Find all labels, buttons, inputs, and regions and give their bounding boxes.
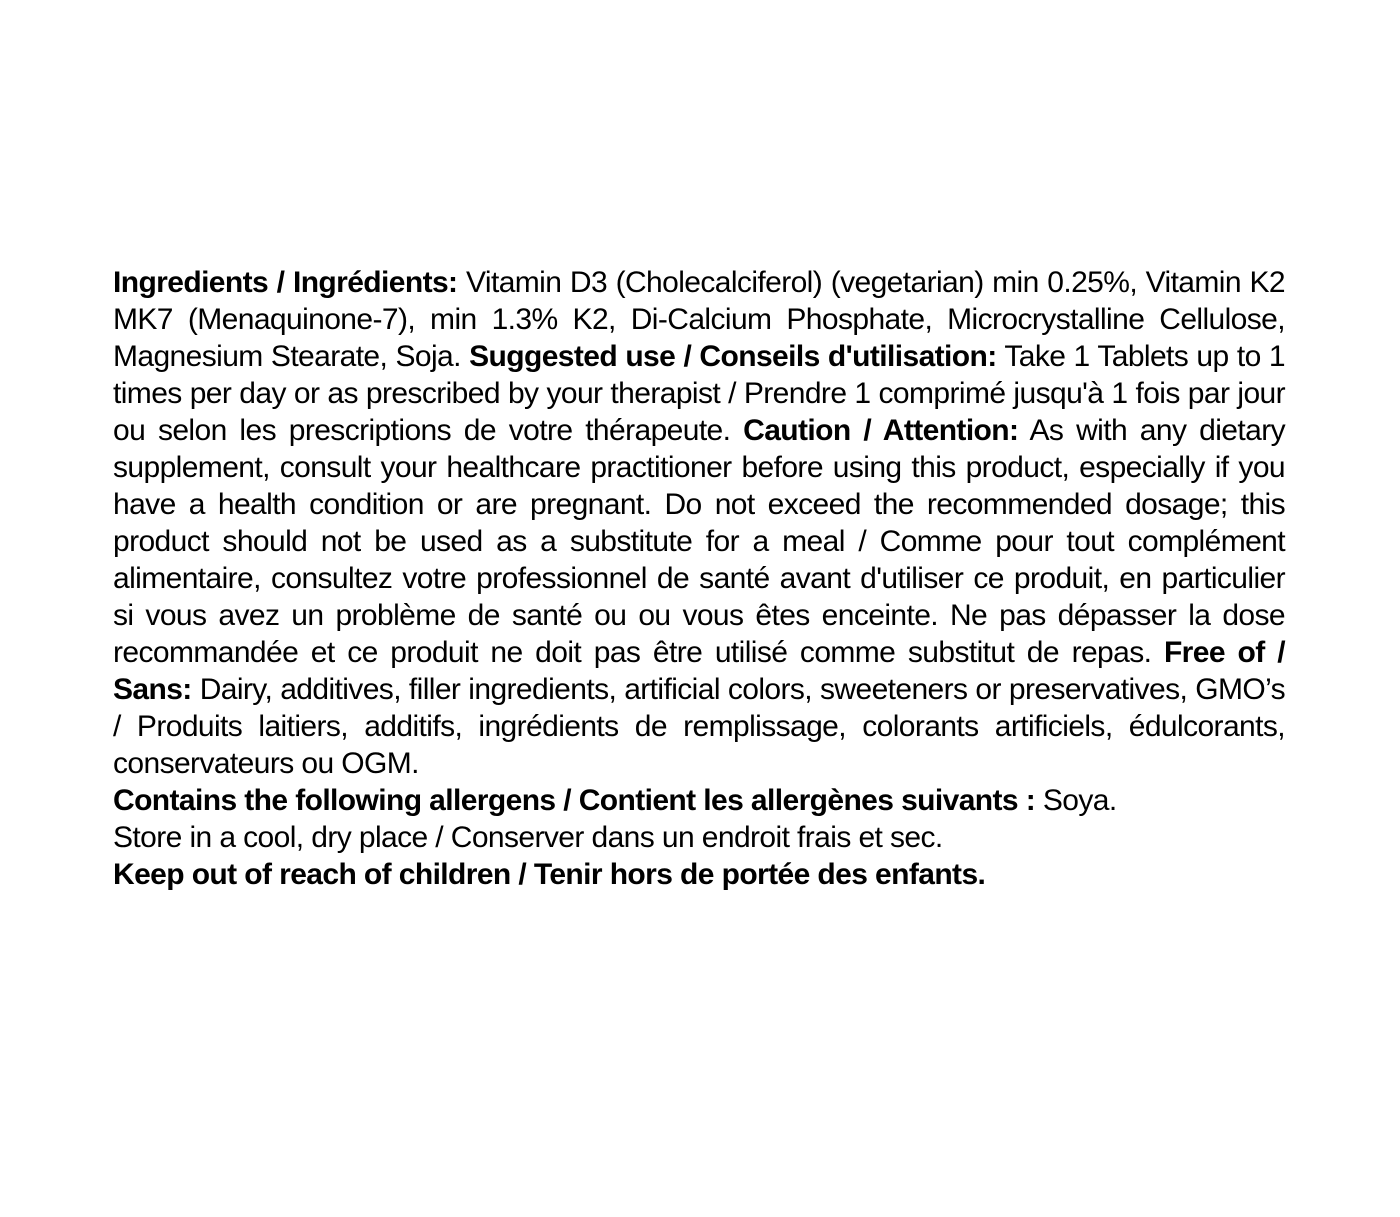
keep-away-line: Keep out of reach of children / Tenir hors de portée des enfants. [113,858,986,891]
allergens-text: Soya. [1035,784,1117,817]
ingredients-heading: Ingredients / Ingrédients: [113,266,458,299]
ingredients-text: Vitamin D3 (Cholecalciferol) (vegetarian) min 0.25%, Vitamin K2 MK7 (Menaquinone-7), min 1.3% K2, Di-Calcium Phosphate, Microcrystalline Cellulose, Magnesium Stearate, Soja. [113,266,1285,373]
free-of-text: Dairy, additives, filler ingredients, artificial colors, sweeteners or preservatives, GMO’s / Produits laitiers, additifs, ingrédients de remplissage, colorants artificiels, édulcorants, conservateurs ou OGM. [113,673,1285,780]
caution-text: As with any dietary supplement, consult your healthcare practitioner before using this product, especially if you have a health condition or are pregnant. Do not exceed the recommended dosage; this product should not be used as a substitute for a meal / Comme pour tout complément alimentaire, consultez votre professionnel de santé avant d'utiliser ce produit, en particulier si vous avez un problème de santé ou ou vous êtes enceinte. Ne pas dépasser la dose recommandée et ce produit ne doit pas être utilisé comme substitut de repas. [113,414,1285,669]
free-of-heading: Free of / Sans: [113,636,1285,706]
storage-line: Store in a cool, dry place / Conserver dans un endroit frais et sec. [113,821,943,854]
suggested-use-text: Take 1 Tablets up to 1 times per day or as prescribed by your therapist / Prendre 1 comprimé jusqu'à 1 fois par jour ou selon les prescriptions de votre thérapeute. [113,340,1285,447]
product-label-text-block [113,264,1285,893]
main-paragraph [113,264,1285,782]
caution-heading: Caution / Attention: [743,414,1019,447]
allergens-heading: Contains the following allergens / Contient les allergènes suivants : [113,784,1036,817]
suggested-use-heading: Suggested use / Conseils d'utilisation: [469,340,997,373]
allergens-line [113,782,1285,819]
